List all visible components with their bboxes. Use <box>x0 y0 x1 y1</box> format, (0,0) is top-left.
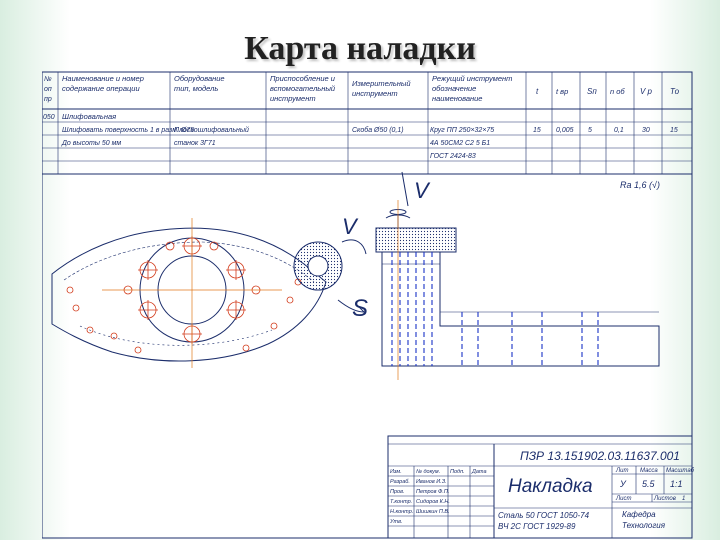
row-num: 050 <box>43 114 55 121</box>
row-tool: ГОСТ 2424-83 <box>430 153 476 160</box>
scale-value: 1:1 <box>670 479 683 489</box>
row-tool: 4А 50СМ2 С2 5 Б1 <box>430 140 491 147</box>
sheets-label: Листов <box>654 496 676 502</box>
roughness-mark: Ra 1,6 (√) <box>620 180 660 190</box>
header-to: То <box>670 87 680 96</box>
row-operation: До высоты 50 мм <box>62 140 122 147</box>
header-operation-1: Наименование и номер <box>62 74 144 83</box>
row-operation: Шлифовать поверхность 1 в разм. Ø75 <box>62 127 195 134</box>
signature-role: Утв. <box>390 519 403 525</box>
signature-role: Изм. <box>390 469 402 475</box>
signature-date: Дата <box>472 469 487 475</box>
row-machine: станок 3Г71 <box>174 140 216 147</box>
title-block <box>388 436 694 538</box>
row-measure: Скоба Ø50 (0,1) <box>352 127 404 134</box>
lit-header: Лит <box>616 468 629 474</box>
row-machine: Плоскошлифовальный <box>174 127 249 134</box>
header-num-1: № <box>44 76 52 83</box>
header-operation-2: содержание операции <box>62 84 140 93</box>
part-name: Накладка <box>508 476 593 497</box>
row-tvr: 0,005 <box>556 127 574 134</box>
header-tvr: t вр <box>556 87 569 96</box>
signature-role: Разраб. <box>390 479 410 485</box>
workpiece-plan-view <box>52 218 326 368</box>
header-fixture-3: инструмент <box>270 94 316 103</box>
label-v-top: V <box>414 178 429 203</box>
scale-header: Масштаб <box>666 468 694 474</box>
label-s: S <box>352 295 369 322</box>
label-v-side: V <box>342 214 357 239</box>
signature-name: Сидоров К.Н. <box>416 499 450 505</box>
setup-drawing-sheet <box>42 68 694 540</box>
header-num-3: пр <box>44 96 52 103</box>
header-s: Sп <box>587 87 597 96</box>
signature-name: Петров Ф.П. <box>416 489 450 495</box>
org-line-2: Технология <box>622 521 666 530</box>
row-operation: Шлифовальная <box>62 112 117 121</box>
slide-title: Карта наладки <box>244 30 476 67</box>
header-fixture-2: вспомогательный <box>270 84 336 93</box>
row-s: 5 <box>588 127 592 134</box>
signature-role: Пров. <box>390 489 405 495</box>
signature-role: Н.контр. <box>390 509 414 515</box>
row-tool: Круг ПП 250×32×75 <box>430 127 495 134</box>
workpiece-side-view <box>376 172 660 380</box>
mass-value: 5.5 <box>642 479 655 489</box>
signature-role: Т.контр. <box>390 499 413 505</box>
row-v: 30 <box>642 127 650 134</box>
header-tool-2: обозначение <box>432 84 477 93</box>
signature-name: Шишкин П.В. <box>416 509 450 515</box>
header-measure-2: инструмент <box>352 89 398 98</box>
header-v: V р <box>640 87 653 96</box>
row-t: 15 <box>533 127 541 134</box>
material-line-1: Сталь 50 ГОСТ 1050-74 <box>498 511 590 520</box>
operation-table <box>42 72 692 174</box>
header-fixture-1: Приспособление и <box>270 74 335 83</box>
signature-sign: Подп. <box>450 469 465 475</box>
sheets-value: 1 <box>682 496 686 502</box>
row-to: 15 <box>670 127 678 134</box>
header-tool-1: Режущий инструмент <box>432 74 513 83</box>
header-machine-1: Оборудование <box>174 74 225 83</box>
header-machine-2: тип, модель <box>174 84 219 93</box>
material-line-2: ВЧ 2С ГОСТ 1929-89 <box>498 522 576 531</box>
header-t: t <box>536 87 539 96</box>
lit-value: У <box>620 479 626 489</box>
drawing-designation: ПЗР 13.151902.03.11637.001 <box>520 449 680 463</box>
header-n: n об <box>610 87 625 96</box>
signature-name: Иванов И.З. <box>416 479 447 485</box>
mass-header: Масса <box>640 468 658 474</box>
header-num-2: оп <box>44 86 52 93</box>
sheet-label: Лист <box>616 496 632 502</box>
org-line-1: Кафедра <box>622 510 656 519</box>
header-tool-3: наименование <box>432 94 483 103</box>
grinding-wheel-side <box>294 214 368 322</box>
header-measure-1: Измерительный <box>352 79 411 88</box>
row-n: 0,1 <box>614 127 624 134</box>
signature-name: № докум. <box>416 469 441 475</box>
